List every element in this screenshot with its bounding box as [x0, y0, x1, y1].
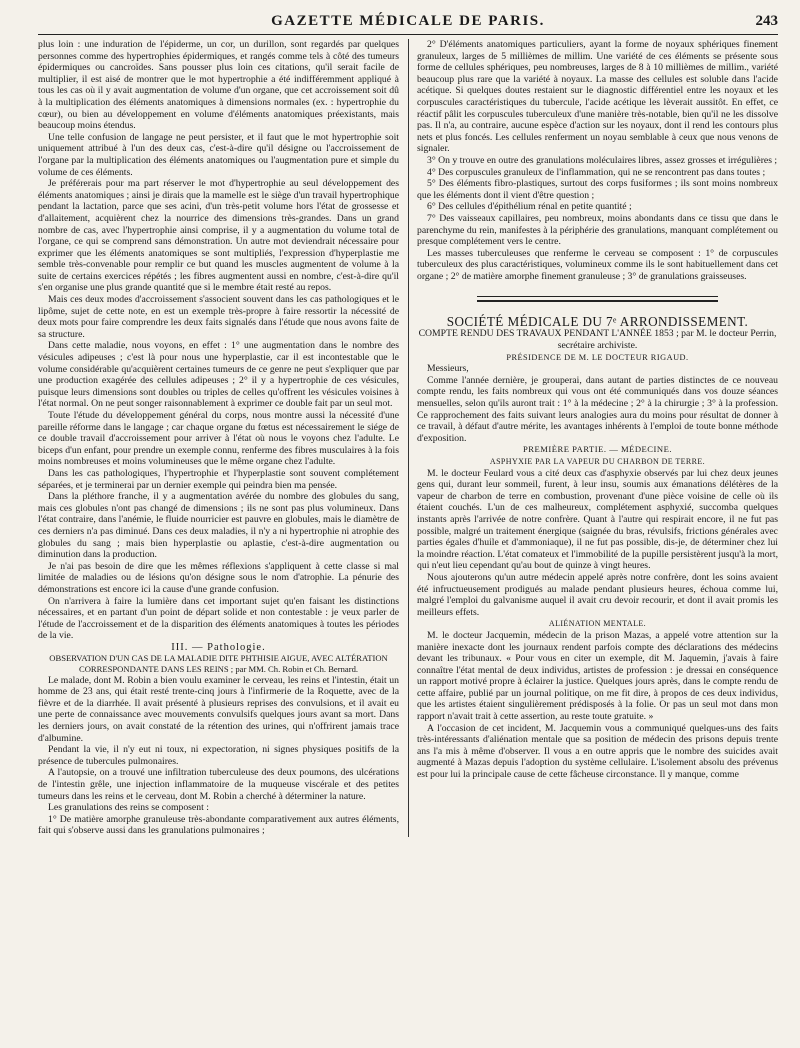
paragraph: Mais ces deux modes d'accroissement s'associent souvent dans les cas pathologiques et le lipôme, sujet de cette note, en est un exemple très-propre à faire ressortir la nécessité de deux mots pour faire comprendre les deux faits signalés dans l'étude que nous avons faite de sa structure.: [38, 294, 399, 340]
paragraph: plus loin : une induration de l'épiderme, un cor, un durillon, sont regardés par quelques personnes comme des hypertrophies épidermiques, et rangés comme tels à côté des tumeurs épidermiques ou cancroïdes. Sans pousser plus loin ces citations, qu'il serait facile de multiplier, il est aisé de montrer que le mot hypertrophie a été indifféremment appliqué à tous les cas où il y avait augmentation de volume d'un organe, que cet accroissement soit dû à la multiplication des éléments anatomiques à dimensions normales (ex. : hypertrophie du cœur), ou bien au développement en volume d'éléments anatomiques préexistants, mais beaucoup moins étendus.: [38, 39, 399, 132]
paragraph: Les masses tuberculeuses que renferme le cerveau se composent : 1° de corpuscules tuberculeux des plus caractéristiques, volumineux comme ils le sont habituellement dans cet organe ; 2° de matière amorphe finement granuleuse ; 3° de granulations graisseuses.: [417, 247, 778, 282]
society-heading: SOCIÉTÉ MÉDICALE DU 7ᵉ ARRONDISSEMENT.: [446, 314, 749, 330]
divider: [477, 296, 718, 297]
report-title: COMPTE RENDU DES TRAVAUX PENDANT L'ANNÉE 1853 ; par M. le docteur Perrin, secrétaire archiviste.: [418, 328, 777, 351]
paragraph: Toute l'étude du développement général du corps, nous montre aussi la nécessité d'une pareille réforme dans le langage ; car chaque organe du fœtus est nécessairement le siége de ce double travail d'accroissement pour arriver à l'état où nous le voyons chez l'adulte. Le biceps d'un enfant, pour prendre un exemple connu, renferme des fibres musculaires à la fois moins nombreuses et moins volumineuses que le même organe chez l'adulte.: [38, 410, 399, 468]
presidency-line: PRÉSIDENCE DE M. LE DOCTEUR RIGAUD.: [506, 352, 689, 362]
paragraph: M. le docteur Jacquemin, médecin de la prison Mazas, a appelé votre attention sur la manière inexacte dont les journaux rendent parfois compte des déclarations des médecins devant les tribunaux. « Pour vous en citer un exemple, dit M. Jaquemin, j'avais à faire connaître l'état mental de deux individus, artistes de profession : je dressai en conséquence un rapport motivé propre à éclairer la justice. Quelques jours après, dans le compte rendu de cette affaire, publié par un journal politique, on me fit dire, à propos de ces deux individus, que les artistes étaient singulièrement prédisposés à la folie. Or pas un seul mot dans mon rapport n'avait trait à cette assertion, au reste toute gratuite. »: [417, 629, 778, 723]
paragraph: A l'occasion de cet incident, M. Jacquemin vous a communiqué quelques-uns des faits très-intéressants d'aliénation mentale que sa position de médecin des prisons depuis trente ans l'a mis à même d'observer. Il vous a en outre appris que le nombre des suicides avait augmenté à Mazas depuis l'adoption du système cellulaire. L'isolement absolu des prévenus est pour lui la principale cause de cette fâcheuse circonstance. Il y manque, comme: [417, 722, 778, 781]
paragraph: 6° Des cellules d'épithélium rénal en petite quantité ;: [427, 201, 632, 213]
paragraph: Comme l'année dernière, je grouperai, dans autant de parties distinctes de ce nouveau compte rendu, les faits nombreux qui vous ont été communiqués dans vos douze séances mensuelles, selon qu'ils auront trait : 1° à la médecine ; 2° à la chirurgie ; 3° à la profession. Ce rapprochement des faits suivant leurs analogies aura du moins pour résultat de donner à ce travail, à défaut d'autre mérite, les avantages inhérents à l'emploi de toute bonne méthode d'exposition.: [417, 374, 778, 444]
salutation: Messieurs,: [427, 363, 469, 375]
subsection-heading: ASPHYXIE PAR LA VAPEUR DU CHARBON DE TERRE.: [489, 457, 706, 466]
subsection-heading: ALIÉNATION MENTALE.: [548, 619, 647, 629]
section-heading: III. — Pathologie.: [171, 641, 266, 653]
right-column: [417, 39, 778, 837]
paragraph: A l'autopsie, on a trouvé une infiltration tuberculeuse des deux poumons, des ulcérations de l'intestin grêle, une injection inflammatoire de la muqueuse viscérale et des petites tumeurs dans les reins et le cerveau, dont M. Robin a cherché à déterminer la nature.: [38, 767, 399, 802]
page-number: 243: [755, 13, 778, 29]
paragraph: 4° Des corpuscules granuleux de l'inflammation, qui ne se rencontrent pas dans toutes ;: [427, 166, 766, 178]
columns: [38, 39, 778, 837]
paragraph: Je préférerais pour ma part réserver le mot d'hypertrophie au seul développement des éléments anatomiques ; ainsi je dirais que la mamelle est le siège d'un travail hypertrophique pendant la lactation, parce que ses acini, d'un très-petit volume hors l'état de grossesse et d'allaitement, acquièrent chez la nourrice des dimensions très-grandes. Dans un grand nombre de cas, avec l'hypertrophie ainsi comprise, il y a augmentation du volume total de l'organe, ce qui se comprend sans démonstration. Un autre mot deviendrait nécessaire pour exprimer que les éléments anatomiques se sont multipliés, l'expression d'hyperplastie me semble très-convenable pour remplir ce but quand les muscles augmentent de volume à la suite de certains exercices répétés ; les fibres augmentent aussi en nombre, c'est-à-dire qu'il s'en organise une plus grande quantité que si le membre était resté au repos.: [38, 178, 399, 294]
paragraph: 3° On y trouve en outre des granulations moléculaires libres, assez grosses et irrégulières ;: [427, 154, 778, 166]
observation-title: OBSERVATION D'UN CAS DE LA MALADIE DITE PHTHISIE AIGUE, AVEC ALTÉRATION CORRESPONDANTE DANS LES REINS ; par MM. Ch. Robin et Ch. Bernard.: [49, 653, 388, 675]
left-column: [38, 39, 399, 837]
journal-title: GAZETTE MÉDICALE DE PARIS.: [271, 13, 545, 29]
paragraph: Dans cette maladie, nous voyons, en effet : 1° une augmentation dans le nombre des vésicules adipeuses ; c'est là pour nous une hyperplastie, car il est incontestable que le volume considérable qu'acquièrent certaines tumeurs de ce genre ne peut s'expliquer que par une production exagérée des cellules adipeuses ; 2° il y a hypertrophie de ces vésicules, puisque leurs dimensions sont doubles ou triples de celles qu'offrent les vésicules voisines à l'état normal. On ne peut songer raisonnablement à exprimer ce double fait par un seul mot.: [38, 340, 399, 410]
part-heading: PREMIÈRE PARTIE. — MÉDECINE.: [523, 444, 672, 455]
paragraph: Les granulations des reins se composent :: [48, 802, 209, 814]
paragraph: Le malade, dont M. Robin a bien voulu examiner le cerveau, les reins et l'intestin, était un homme de 23 ans, qui était resté trente-cinq jours à l'infirmerie de la Roquette, avec de la fièvre et de la diarrhée. Il avait présenté à plusieurs reprises des convulsions, et il avait eu une perte de connaissance avec mouvements convulsifs quelques jours avant sa mort. Dans les derniers jours, on avait constaté de la rétention des urines, qui n'offrirent jamais trace d'albumine.: [38, 674, 399, 744]
paragraph: 7° Des vaisseaux capillaires, peu nombreux, moins abondants dans ce tissu que dans le parenchyme du rein, manifestes à la périphérie des granulations, manquant complétement ou presque complétement vers le centre.: [417, 212, 778, 248]
paragraph: On n'arrivera à faire la lumière dans cet important sujet qu'en faisant les distinctions nécessaires, et en partant d'un point de départ solide et non contestable : je veux parler de l'étude de l'accroissement et de la disparition des éléments anatomiques à toutes les périodes de la vie.: [38, 595, 399, 642]
paragraph: M. le docteur Feulard vous a cité deux cas d'asphyxie observés par lui chez deux jeunes gens qui, durant leur sommeil, furent, à leur insu, soumis aux émanations délétères de la vapeur de charbon de terre en combustion, provenant d'une pièce voisine de celle où ils étaient couchés. L'un de ces malheureux, complétement asphyxié, succomba quelques instants après l'arrivée de notre confrère. Quant à l'autre qui respirait encore, il ne fut pas possible, malgré un traitement énergique (saignée du bras, révulsifs, frictions générales avec parties égales d'huile et d'ammoniaque), il ne fut pas possible, dis-je, de déterminer chez lui la moindre réaction. L'état comateux et l'immobilité de la pupille persistèrent jusqu'à la mort, qui n'eut lieu cependant qu'au bout de quinze à vingt heures.: [417, 467, 778, 572]
page-header: [38, 8, 778, 35]
paragraph: Je n'ai pas besoin de dire que les mêmes réflexions s'appliquent à cette classe si mal limitée de maladies ou de lésions qu'on désigne sous le nom d'atrophie. La pénurie des démonstrations est encore ici la cause d'une grande confusion.: [38, 560, 399, 595]
divider: [477, 300, 718, 302]
paragraph: 1° De matière amorphe granuleuse très-abondante comparativement aux autres éléments, fait qui s'observe aussi dans les granulations pulmonaires ;: [38, 813, 399, 837]
paragraph: Une telle confusion de langage ne peut persister, et il faut que le mot hypertrophie soit uniquement attribué à l'un des deux cas, c'est-à-dire qu'il désigne ou l'accroissement de l'organe par la multiplication des éléments anatomiques ou l'augmentation pure et simple du volume de ces éléments.: [38, 131, 399, 178]
paragraph: Dans les cas pathologiques, l'hypertrophie et l'hyperplastie sont souvent complétement séparées, et je terminerai par un dernier exemple qui peindra bien ma pensée.: [38, 467, 399, 491]
paragraph: Nous ajouterons qu'un autre médecin appelé après notre confrère, dont les soins avaient été infructueusement prodigués au malade pendant plusieurs heures, échoua comme lui, malgré l'emploi du galvanisme auquel il avait cru devoir recourir, et dont il avait promis les meilleurs effets.: [417, 571, 778, 618]
paragraph: Pendant la vie, il n'y eut ni toux, ni expectoration, ni signes physiques positifs de la présence de tubercules pulmonaires.: [38, 744, 399, 767]
paragraph: 5° Des éléments fibro-plastiques, surtout des corps fusiformes ; ils sont moins nombreux que les éléments dont il vient d'être question ;: [417, 178, 778, 201]
paragraph: Dans la pléthore franche, il y a augmentation avérée du nombre des globules du sang, mais ces globules n'ont pas changé de dimensions ; ils ne sont pas plus volumineux. Dans l'état contraire, dans l'anémie, le fluide nourricier est pauvre en globules, mais le diamètre de ces derniers n'a pas diminué. Dans ces deux maladies, il n'y a ni hypertrophie ni atrophie des globules du sang ; mais bien hyperplastie ou aplastie, c'est-à-dire augmentation ou diminution dans la production.: [38, 491, 399, 561]
paragraph: 2° D'éléments anatomiques particuliers, ayant la forme de noyaux sphériques finement granuleux, larges de 5 millièmes de millim. Une variété de ces éléments se présente sous forme de cellules sphériques, peu nombreuses, larges de 8 à 10 millièmes de millim., variété beaucoup plus rare que la variété à noyaux. La masse des cellules est soluble dans l'acide acétique. Si quelques doutes restaient sur le diagnostic différentiel entre les noyaux et les corpuscules caractéristiques du tubercule, l'acide acétique les lèverait aussitôt. En effet, ce réactif pâlit les corpuscules tuberculeux d'une manière très-notable, bien qu'il ne les dissolve pas. Il n'a, au contraire, aucune espèce d'action sur les noyaux, dont il rend les contours plus nets et plus foncés. Les cellules renferment un noyau semblable à ceux que nous venons de signaler.: [417, 39, 778, 155]
